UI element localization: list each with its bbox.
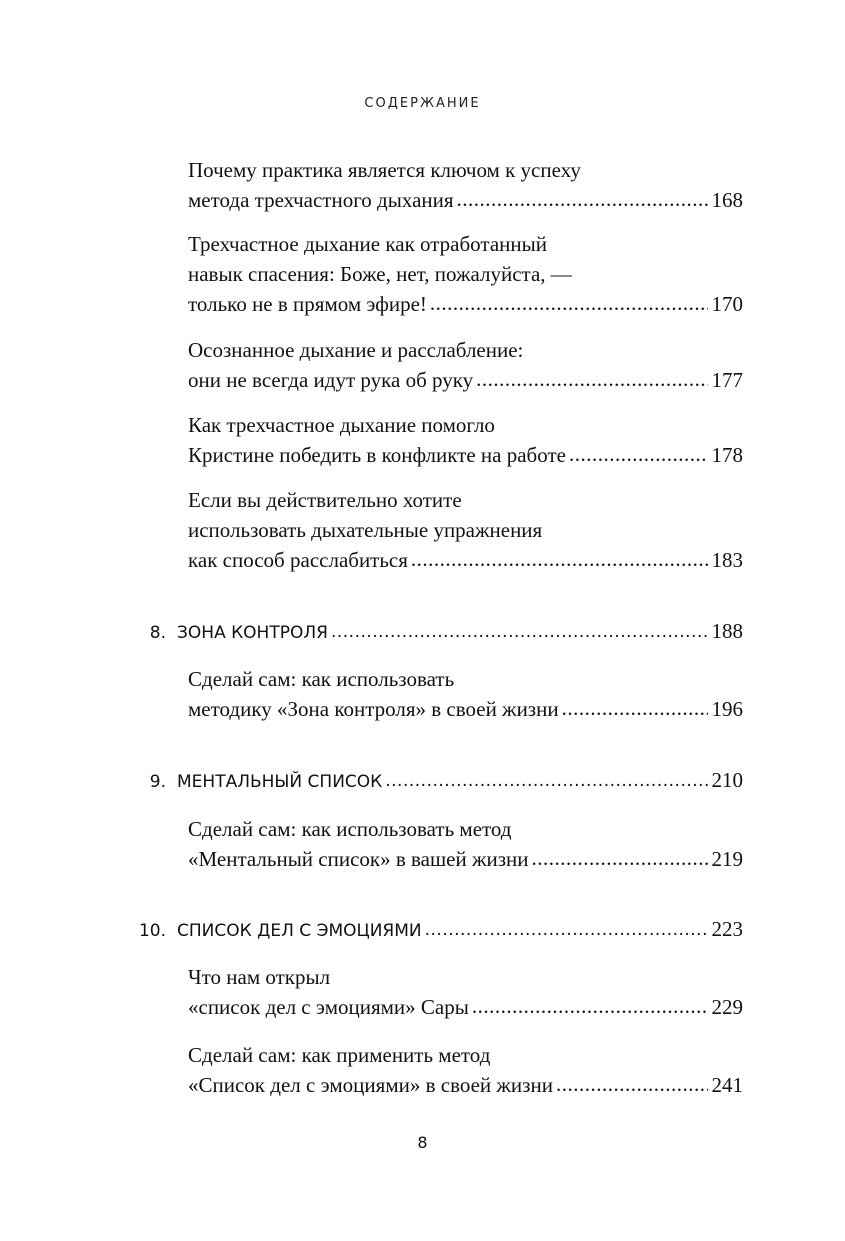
toc-entry-line	[188, 844, 743, 874]
toc-entry-text: «Список дел с эмоциями» в своей жизни	[188, 1073, 553, 1097]
toc-entry-line	[188, 664, 743, 694]
toc-entry-text: метода трехчастного дыхания	[188, 188, 454, 212]
page-number: 8	[417, 1133, 428, 1152]
toc-entry-line	[188, 485, 743, 515]
running-header: СОДЕРЖАНИЕ	[364, 96, 481, 111]
chapter-number: 10.	[138, 921, 166, 941]
chapter-title: МЕНТАЛЬНЫЙ СПИСОК	[177, 772, 383, 792]
toc-entry-line	[188, 410, 743, 440]
toc-entry	[188, 410, 743, 470]
toc-page-number: 178	[711, 443, 743, 467]
toc-page-number: 223	[711, 917, 743, 941]
toc-entry-text: Как трехчастное дыхание помогло	[188, 413, 495, 437]
leader-dots	[562, 693, 708, 723]
toc-chapter-line	[0, 914, 743, 944]
leader-dots	[556, 1069, 708, 1099]
toc-chapter	[0, 914, 743, 944]
toc-entry-text: как способ расслабиться	[188, 548, 408, 572]
chapter-number: 8.	[149, 623, 166, 643]
toc-entry-text: Кристине победить в конфликте на работе	[188, 443, 566, 467]
toc-entry-line	[188, 694, 743, 724]
leader-dots	[472, 991, 708, 1021]
toc-entry-line	[188, 229, 743, 259]
toc-entry-text: использовать дыхательные упражнения	[188, 518, 543, 542]
toc-entry-text: «Ментальный список» в вашей жизни	[188, 847, 529, 871]
leader-dots	[569, 439, 708, 469]
toc-entry	[188, 664, 743, 724]
toc-entry-text: методику «Зона контроля» в своей жизни	[188, 697, 559, 721]
toc-entry-line	[188, 545, 743, 575]
toc-entry-text: они не всегда идут рука об руку	[188, 368, 474, 392]
toc-page-number: 183	[711, 548, 743, 572]
toc-chapter	[0, 765, 743, 795]
toc-chapter-line	[0, 765, 743, 795]
leader-dots	[430, 288, 708, 318]
toc-entry-line	[188, 992, 743, 1022]
toc-entry	[188, 814, 743, 874]
toc-entry	[188, 962, 743, 1022]
toc-entry-line	[188, 365, 743, 395]
toc-page-number: 188	[711, 619, 743, 643]
toc-entry-text: Осознанное дыхание и расслабление:	[188, 338, 524, 362]
toc-page-number: 219	[711, 847, 743, 871]
toc-entry-line	[188, 962, 743, 992]
toc-page-number: 177	[711, 368, 743, 392]
toc-page-number: 229	[711, 995, 743, 1019]
toc-page-number: 241	[711, 1073, 743, 1097]
toc-entry-text: Сделай сам: как использовать	[188, 667, 455, 691]
chapter-title: СПИСОК ДЕЛ С ЭМОЦИЯМИ	[177, 921, 422, 941]
toc-page-number: 168	[711, 188, 743, 212]
toc-entry-text: Что нам открыл	[188, 965, 331, 989]
toc-entry-text: Трехчастное дыхание как отработанный	[188, 232, 547, 256]
toc-entry	[188, 1040, 743, 1100]
toc-entry-text: Если вы действительно хотите	[188, 488, 462, 512]
toc-page-number: 196	[711, 697, 743, 721]
toc-entry	[188, 229, 743, 319]
leader-dots	[385, 766, 707, 796]
toc-entry-text: «список дел с эмоциями» Сары	[188, 995, 469, 1019]
toc-chapter-line	[0, 616, 743, 646]
toc-entry-line	[188, 814, 743, 844]
toc-entry-text: Сделай сам: как использовать метод	[188, 817, 512, 841]
toc-entry-text: навык спасения: Боже, нет, пожалуйста, —	[188, 262, 572, 286]
toc-page-number: 210	[711, 768, 743, 792]
leader-dots	[531, 843, 707, 873]
toc-entry-line	[188, 335, 743, 365]
toc-entry	[188, 485, 743, 575]
chapter-title: ЗОНА КОНТРОЛЯ	[177, 623, 328, 643]
toc-entry	[188, 155, 743, 215]
toc-entry-text: Почему практика является ключом к успеху	[188, 158, 581, 182]
toc-entry-line	[188, 515, 743, 545]
toc-chapter	[0, 616, 743, 646]
leader-dots	[411, 544, 708, 574]
toc-entry-line	[188, 1070, 743, 1100]
leader-dots	[476, 364, 707, 394]
toc-entry-line	[188, 289, 743, 319]
toc-entry-text: Сделай сам: как применить метод	[188, 1043, 491, 1067]
chapter-number: 9.	[149, 772, 166, 792]
toc-entry-line	[188, 1040, 743, 1070]
leader-dots	[457, 184, 708, 214]
toc-page-number: 170	[711, 292, 743, 316]
leader-dots	[425, 915, 708, 945]
toc-entry-line	[188, 155, 743, 185]
toc-entry-line	[188, 259, 743, 289]
toc-entry-line	[188, 185, 743, 215]
toc-entry-line	[188, 440, 743, 470]
toc-entry-text: только не в прямом эфире!	[188, 292, 427, 316]
leader-dots	[331, 617, 708, 647]
toc-entry	[188, 335, 743, 395]
